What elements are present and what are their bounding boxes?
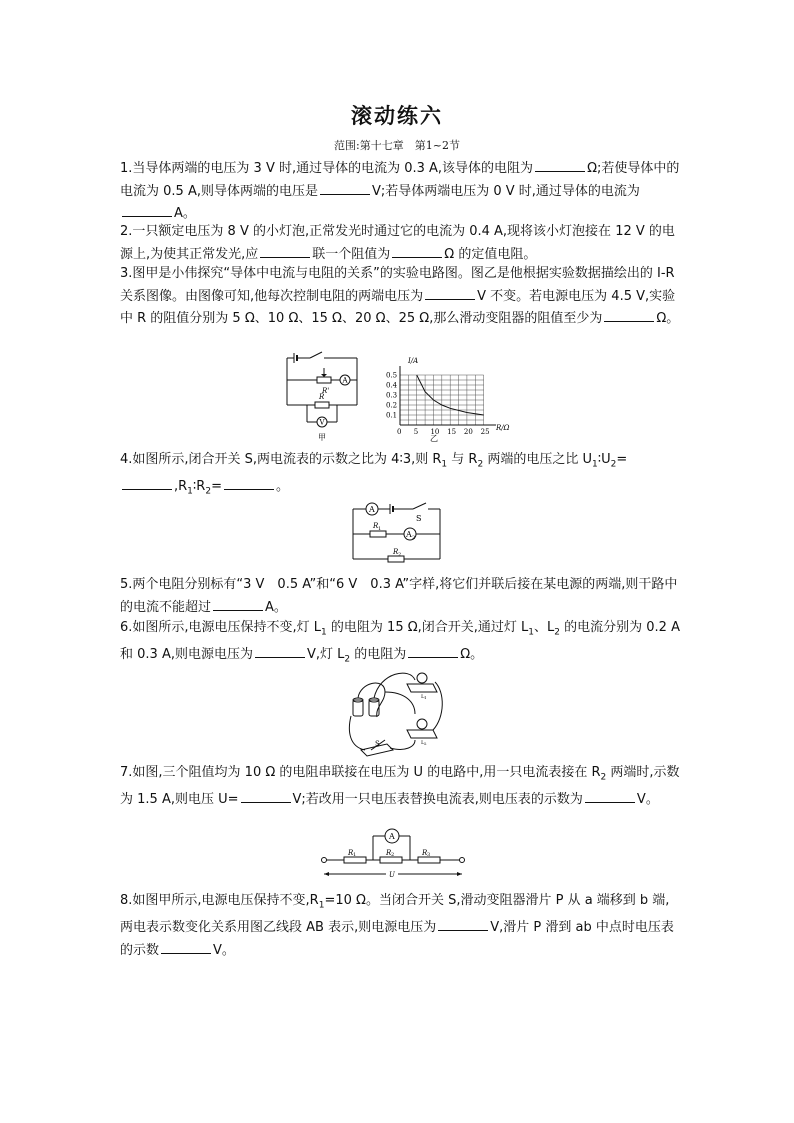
fig4-ammeter-1-label: A: [369, 505, 375, 514]
y-tick-label: 0.2: [386, 401, 398, 410]
q4-text-c: 两端的电压之比 U: [483, 452, 592, 467]
q8-text-d: V。: [213, 942, 235, 958]
q8-sub-1: 1: [318, 900, 325, 911]
q1-blank-1[interactable]: [535, 158, 585, 172]
q4-text-a: 4.如图所示,闭合开关 S,两电流表的示数之比为 4∶3,则 R: [120, 452, 442, 467]
fig6-l1-sub: 1: [424, 695, 427, 700]
fig3-graph-xlabel: R/Ω: [496, 424, 510, 432]
q1-blank-2[interactable]: [320, 181, 370, 195]
q1-text-b: Ω;若使导体中的电流为 0.5 A,则导体两端的电压是: [120, 161, 680, 199]
q4-sub-3: 1: [591, 459, 598, 470]
fig7-series-circuit: [318, 826, 468, 882]
q2-text-a: 2.一只额定电压为 8 V 的小灯泡,正常发光时通过它的电流为 0.4 A,现将该小灯泡接在 12 V 的电源上,为使其正常发光,应: [120, 224, 675, 262]
fig4-ammeter-2-label: A: [406, 530, 412, 539]
q1-text-d: A。: [174, 206, 196, 221]
q3-text-b: V 不变。若电源电压为 4.5 V,实验中 R 的阻值分别为 5 Ω、10 Ω、15 Ω、20 Ω、25 Ω,那么滑动变阻器的阻值至少为: [120, 288, 676, 326]
q8-text-c: V,滑片 P 滑到 ab 中点时电压表的示数: [120, 920, 674, 958]
x-tick-label: 10: [430, 428, 440, 436]
q4-sub-5: 1: [187, 486, 193, 497]
fig3-graph-ylabel: I/A: [408, 357, 419, 365]
x-tick-label: 25: [480, 428, 490, 436]
q6-text-c: 、L: [534, 620, 555, 635]
fig6-l2-label: L: [421, 740, 425, 746]
x-tick-label: 5: [413, 428, 419, 436]
q4-text-d: ∶U: [597, 452, 611, 467]
q7-text-a: 7.如图,三个阻值均为 10 Ω 的电阻串联接在电压为 U 的电路中,用一只电流表接在 R: [120, 765, 601, 780]
q2-text-c: Ω 的定值电阻。: [444, 246, 537, 262]
fig4-r1-label: R: [373, 522, 379, 530]
q2-text-b: 联一个阻值为: [312, 246, 391, 262]
q6-sub-4: 2: [344, 654, 351, 665]
fig3-label-jia: 甲: [318, 433, 326, 442]
fig4-ammeter-2-sub: 2: [412, 535, 416, 541]
q4-blank-2[interactable]: [224, 476, 274, 490]
fig3-graph-ticks: [386, 372, 490, 437]
q7-text-d: V。: [636, 792, 659, 808]
q5-text-a: 5.两个电阻分别标有“3 V 0.5 A”和“6 V 0.3 A”字样,将它们并联后接在某电源的两端,则干路中的电流不能超过: [120, 577, 678, 615]
q4-text-g: ∶R: [192, 479, 206, 495]
q6-text-f: 的电阻为: [350, 647, 407, 663]
q4-text-b: 与 R: [447, 452, 478, 467]
y-tick-label: 0.5: [386, 371, 398, 380]
fig3-ammeter-label: A: [342, 376, 348, 385]
fig6-l2-sub: 2: [424, 741, 427, 746]
q1-text-c: V;若导体两端电压为 0 V 时,通过导体的电流为: [371, 183, 640, 199]
fig7-r2-label: R: [386, 849, 392, 857]
page-title: 滚动练六: [351, 103, 443, 128]
fig4-circuit-diagram: [348, 497, 448, 567]
q5-blank-1[interactable]: [213, 597, 263, 611]
q2-blank-1[interactable]: [260, 244, 310, 258]
question-1: [120, 158, 680, 226]
fig3-voltmeter-label: V: [319, 418, 325, 427]
fig7-r1-label: R: [348, 849, 354, 857]
q3-text-a: 3.图甲是小伟探究“导体中电流与电阻的关系”的实验电路图。图乙是他根据实验数据描绘出的 I-R 关系图像。由图像可知,他每次控制电阻的两端电压为: [120, 266, 675, 304]
question-3: [120, 263, 680, 331]
q3-text-c: Ω。: [656, 311, 680, 326]
fig7-r2-sub: 2: [391, 852, 395, 858]
question-8: [120, 890, 680, 962]
x-tick-label: 15: [447, 428, 457, 436]
q4-sub-2: 2: [477, 459, 484, 470]
fig3-circuit-diagram: [282, 350, 364, 445]
fig4-switch-label: S: [416, 514, 422, 523]
question-5: [120, 574, 680, 619]
q2-blank-2[interactable]: [392, 244, 442, 258]
page-subtitle: 范围:第十七章 第1~2节: [334, 139, 460, 152]
q1-text-a: 1.当导体两端的电压为 3 V 时,通过导体的电流为 0.3 A,该导体的电阻为: [120, 161, 534, 176]
fig3-label-r-prime: R': [322, 387, 330, 395]
q4-text-f: ,R: [174, 479, 188, 495]
fig7-r3-label: R: [422, 849, 428, 857]
q1-blank-3[interactable]: [122, 203, 172, 217]
q8-text-b: =10 Ω。当闭合开关 S,滑动变阻器滑片 P 从 a 端移到 b 端,两电表示数变化关系用图乙线段 AB 表示,则电源电压为: [120, 893, 670, 936]
q4-blank-1[interactable]: [122, 476, 172, 490]
q6-text-d: 的电流分别为 0.2 A 和 0.3 A,则电源电压为: [120, 620, 680, 663]
fig3-ir-graph: [378, 355, 518, 443]
q6-sub-3: 2: [554, 627, 561, 638]
question-4: [120, 449, 680, 503]
fig6-physical-circuit: [345, 662, 450, 760]
fig3-graph-grid: [400, 375, 484, 425]
fig7-r1-sub: 1: [353, 852, 357, 858]
fig4-r2-sub: 2: [398, 552, 402, 558]
q7-text-b: 两端时,示数为 1.5 A,则电压 U=: [120, 765, 680, 808]
q7-text-c: V;若改用一只电压表替换电流表,则电压表的示数为: [292, 792, 583, 808]
q6-sub-2: 1: [528, 627, 535, 638]
x-tick-label: 20: [463, 428, 473, 436]
y-tick-label: 0.4: [386, 381, 398, 390]
q7-blank-1[interactable]: [241, 789, 291, 803]
q6-blank-2[interactable]: [408, 644, 458, 658]
x-tick-label: 0: [397, 428, 402, 436]
q6-text-e: V,灯 L: [306, 647, 345, 663]
fig4-r1-sub: 1: [378, 526, 382, 532]
q4-text-e: =: [616, 452, 628, 467]
fig3-label-r: R: [319, 393, 325, 401]
q3-blank-1[interactable]: [425, 286, 475, 300]
fig6-switch-label: S: [375, 740, 380, 748]
fig6-l1-label: L: [421, 694, 425, 700]
fig7-u-label: U: [389, 871, 395, 879]
fig3-label-yi: 乙: [430, 434, 438, 443]
q8-text-a: 8.如图甲所示,电源电压保持不变,R: [120, 893, 319, 908]
q4-text-h: =: [211, 479, 222, 495]
q4-sub-6: 2: [205, 486, 212, 497]
q6-text-a: 6.如图所示,电源电压保持不变,灯 L: [120, 620, 322, 635]
q6-sub-1: 1: [321, 627, 327, 638]
q7-blank-2[interactable]: [585, 789, 635, 803]
q6-blank-1[interactable]: [255, 644, 305, 658]
q3-blank-2[interactable]: [604, 308, 654, 322]
q5-text-b: A。: [265, 599, 287, 615]
q4-sub-4: 2: [610, 459, 617, 470]
q8-blank-1[interactable]: [438, 917, 488, 931]
fig7-r3-sub: 3: [427, 852, 431, 858]
fig4-r2-label: R: [393, 548, 399, 556]
y-tick-label: 0.3: [386, 391, 398, 400]
q8-blank-2[interactable]: [161, 940, 211, 954]
question-2: [120, 221, 680, 266]
q4-sub-1: 1: [441, 459, 448, 470]
fig7-ammeter-label: A: [389, 832, 395, 841]
q7-sub-1: 2: [600, 772, 607, 783]
y-tick-label: 0.1: [386, 411, 398, 420]
q6-text-g: Ω。: [460, 647, 484, 663]
q6-text-b: 的电阻为 15 Ω,闭合开关,通过灯 L: [326, 620, 529, 635]
question-7: [120, 762, 680, 812]
q4-text-i: 。: [275, 479, 289, 495]
